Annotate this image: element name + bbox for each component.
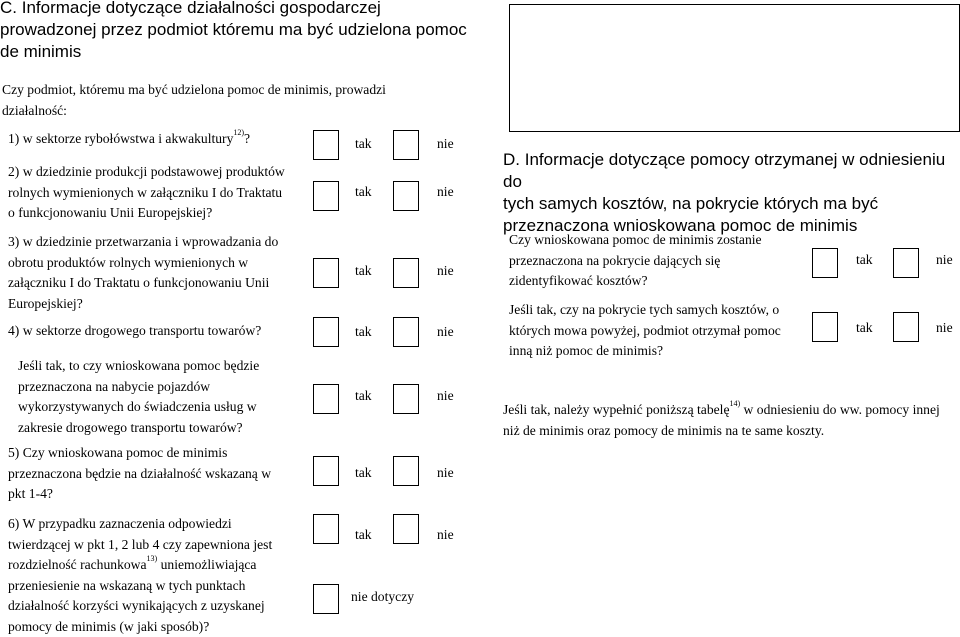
question-6-line: twierdzącej w pkt 1, 2 lub 4 czy zapewniona jest — [8, 535, 272, 556]
q4-no-checkbox[interactable] — [393, 317, 419, 347]
q4a-yes-label: tak — [355, 388, 372, 404]
qd1-yes-label: tak — [856, 252, 873, 268]
question-6-line — [8, 555, 272, 576]
qd2-yes-label: tak — [856, 320, 873, 336]
question-6-line: przeniesienie na wskazaną w tych punktach — [8, 576, 272, 597]
qd1-yes-checkbox[interactable] — [812, 248, 838, 278]
intro-line: działalność: — [2, 101, 386, 122]
question-2-line: rolnych wymienionych w załączniku I do Traktatu — [8, 183, 285, 204]
question-5-line: pkt 1-4? — [8, 484, 271, 505]
q1-yes-label: tak — [355, 136, 372, 152]
note-text: Jeśli tak, należy wypełnić poniższą tabelę — [503, 402, 729, 417]
q6-yes-label: tak — [355, 527, 372, 543]
q6-not-applicable-label: nie dotyczy — [351, 589, 414, 605]
question-5 — [8, 443, 271, 505]
question-4a-line: wykorzystywanych do świadczenia usług w — [18, 397, 259, 418]
question-1 — [8, 129, 250, 150]
question-4-line: 4) w sektorze drogowego transportu towarów? — [8, 321, 261, 342]
question-2-line: o funkcjonowaniu Unii Europejskiej? — [8, 203, 285, 224]
footnote-ref: 12) — [233, 128, 244, 137]
q4-yes-label: tak — [355, 324, 372, 340]
question-3-line: 3) w dziedzinie przetwarzania i wprowadzania do — [8, 232, 278, 253]
top-right-frame — [509, 4, 960, 132]
section-d-heading — [503, 149, 960, 237]
table-instruction-note — [503, 400, 940, 441]
question-6-line: działalność korzyści wynikających z uzyskanej — [8, 596, 272, 617]
question-6-text: rozdzielność rachunkowa — [8, 557, 147, 572]
question-6-text: uniemożliwiająca — [157, 557, 256, 572]
question-4a-line: przeznaczona na nabycie pojazdów — [18, 377, 259, 398]
note-line — [503, 400, 940, 421]
question-3-line: załączniku I do Traktatu o funkcjonowaniu Unii — [8, 273, 278, 294]
question-2 — [8, 162, 285, 224]
q3-no-label: nie — [437, 263, 454, 279]
question-d2-line: inną niż pomoc de minimis? — [509, 341, 781, 362]
q5-yes-checkbox[interactable] — [313, 456, 339, 486]
question-d1-line: przeznaczona na pokrycie dających się — [509, 251, 762, 272]
q1-yes-checkbox[interactable] — [313, 130, 339, 160]
section-c-heading-line: C. Informacje dotyczące działalności gospodarczej — [0, 0, 467, 19]
question-d2-line: których mowa powyżej, podmiot otrzymał pomoc — [509, 321, 781, 342]
q5-no-checkbox[interactable] — [393, 456, 419, 486]
qd2-no-checkbox[interactable] — [893, 312, 919, 342]
question-5-line: 5) Czy wnioskowana pomoc de minimis — [8, 443, 271, 464]
q4a-no-checkbox[interactable] — [393, 384, 419, 414]
question-6-line: 6) W przypadku zaznaczenia odpowiedzi — [8, 514, 272, 535]
question-4a-line: zakresie drogowego transportu towarów? — [18, 418, 259, 439]
q3-yes-checkbox[interactable] — [313, 258, 339, 288]
q4-no-label: nie — [437, 324, 454, 340]
qd1-no-label: nie — [936, 252, 953, 268]
q2-yes-label: tak — [355, 184, 372, 200]
question-6 — [8, 514, 272, 637]
q2-yes-checkbox[interactable] — [313, 181, 339, 211]
question-d2-line: Jeśli tak, czy na pokrycie tych samych kosztów, o — [509, 300, 781, 321]
question-d1-line: zidentyfikować kosztów? — [509, 271, 762, 292]
q4a-yes-checkbox[interactable] — [313, 384, 339, 414]
q6-no-label: nie — [437, 527, 454, 543]
q4a-no-label: nie — [437, 388, 454, 404]
question-3 — [8, 232, 278, 314]
intro-line: Czy podmiot, któremu ma być udzielona pomoc de minimis, prowadzi — [2, 80, 386, 101]
question-4 — [8, 321, 261, 342]
question-d1-line: Czy wnioskowana pomoc de minimis zostanie — [509, 230, 762, 251]
qd1-no-checkbox[interactable] — [893, 248, 919, 278]
q1-no-checkbox[interactable] — [393, 130, 419, 160]
question-1-mark: ? — [244, 131, 250, 146]
q5-yes-label: tak — [355, 465, 372, 481]
question-5-line: przeznaczona będzie na działalność wskazaną w — [8, 464, 271, 485]
q2-no-label: nie — [437, 184, 454, 200]
q4-yes-checkbox[interactable] — [313, 317, 339, 347]
q6-not-applicable-checkbox[interactable] — [313, 584, 339, 614]
q6-yes-checkbox[interactable] — [313, 514, 339, 544]
question-2-line: 2) w dziedzinie produkcji podstawowej produktów — [8, 162, 285, 183]
q6-no-checkbox[interactable] — [393, 514, 419, 544]
question-1-text: 1) w sektorze rybołówstwa i akwakultury — [8, 131, 233, 146]
qd2-no-label: nie — [936, 320, 953, 336]
section-d-heading-line: tych samych kosztów, na pokrycie których ma być — [503, 193, 960, 215]
note-line: niż de minimis oraz pomocy de minimis na te same koszty. — [503, 421, 940, 442]
section-c-heading-line: de minimis — [0, 41, 467, 63]
question-3-line: Europejskiej? — [8, 294, 278, 315]
question-d1 — [509, 230, 762, 292]
footnote-ref: 14) — [729, 399, 740, 408]
q3-no-checkbox[interactable] — [393, 258, 419, 288]
section-d-heading-line: przeznaczona wnioskowana pomoc de minimis — [503, 215, 960, 237]
question-6-line: pomocy de minimis (w jaki sposób)? — [8, 617, 272, 637]
q5-no-label: nie — [437, 465, 454, 481]
section-c-intro — [2, 80, 386, 121]
section-c-heading — [0, 0, 467, 63]
q2-no-checkbox[interactable] — [393, 181, 419, 211]
question-d2 — [509, 300, 781, 362]
section-d-heading-line: D. Informacje dotyczące pomocy otrzymanej w odniesieniu do — [503, 149, 960, 193]
q3-yes-label: tak — [355, 263, 372, 279]
note-text: w odniesieniu do ww. pomocy innej — [740, 402, 940, 417]
question-3-line: obrotu produktów rolnych wymienionych w — [8, 253, 278, 274]
qd2-yes-checkbox[interactable] — [812, 312, 838, 342]
question-4a-line: Jeśli tak, to czy wnioskowana pomoc będzie — [18, 356, 259, 377]
section-c-heading-line: prowadzonej przez podmiot któremu ma być udzielona pomoc — [0, 19, 467, 41]
footnote-ref: 13) — [147, 554, 158, 563]
q1-no-label: nie — [437, 136, 454, 152]
question-4a — [18, 356, 259, 438]
